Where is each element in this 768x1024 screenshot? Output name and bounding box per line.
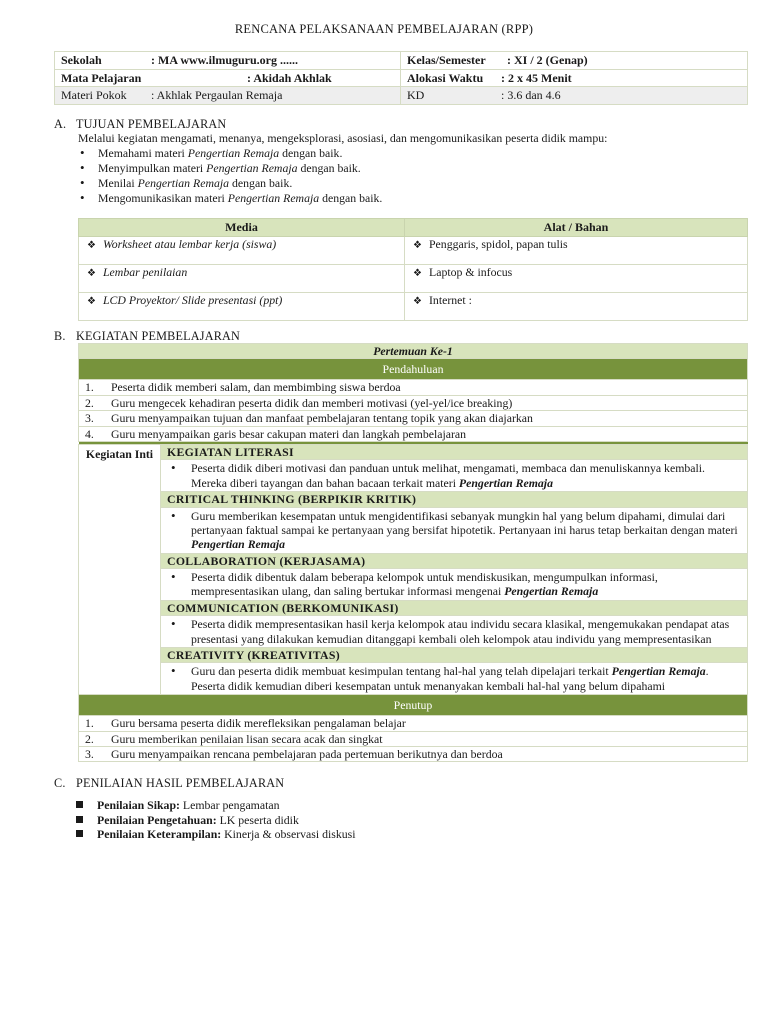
penilaian-list	[98, 798, 748, 842]
sekolah-value: : MA www.ilmuguru.org ......	[151, 53, 298, 67]
materi-value: : Akhlak Pergaulan Remaja	[151, 88, 283, 103]
literasi-text	[161, 460, 748, 492]
penilaian-value: Kinerja & observasi diskusi	[221, 827, 356, 841]
alokasi-value: : 2 x 45 Menit	[501, 70, 572, 85]
alokasi-label: Alokasi Waktu	[407, 70, 484, 85]
diamond-bullet-icon: ❖	[413, 295, 422, 307]
list-item	[78, 176, 748, 191]
collaboration-heading: COLLABORATION (KERJASAMA)	[161, 553, 748, 568]
bullet-text: Guru memberikan kesempatan untuk mengidentifikasi sebanyak mungkin hal yang belum dipahami, dimulai dari pertanyaan faktual sampai ke pertanyaan yang bersifat hipotetik. Pertanyaan ini harus tetap berkaitan dengan materi	[191, 508, 738, 537]
media-cell	[79, 264, 405, 292]
item-text: Menilai	[98, 176, 138, 190]
item-text: Menyimpulkan materi	[98, 161, 207, 175]
item-text: dengan baik.	[319, 191, 383, 205]
materi-label: Materi Pokok	[61, 88, 127, 103]
materi-cell	[55, 87, 401, 105]
list-item	[78, 161, 748, 176]
penilaian-value: Lembar pengamatan	[179, 798, 280, 812]
diamond-bullet-icon: ❖	[87, 295, 96, 307]
row-number: 3.	[85, 411, 94, 426]
literasi-heading: KEGIATAN LITERASI	[161, 444, 748, 459]
bullet-emphasis: Pengertian Remaja	[611, 664, 706, 679]
kegiatan-table	[78, 343, 748, 762]
alokasi-cell	[401, 69, 748, 87]
section-c-number: C.	[54, 776, 66, 790]
item-text: dengan baik.	[279, 146, 343, 160]
diamond-bullet-icon: ❖	[87, 267, 96, 279]
tujuan-intro: Melalui kegiatan mengamati, menanya, mengeksplorasi, asosiasi, dan mengomunikasikan peserta didik mampu:	[78, 131, 608, 145]
table-row	[79, 746, 748, 761]
bullet-text: . Peserta didik kemudian diberi kesempatan untuk menanyakan kembali hal-hal yang belum dipahami	[191, 664, 709, 693]
row-number: 4.	[85, 426, 94, 441]
alat-text: Penggaris, spidol, papan tulis	[429, 236, 568, 251]
critical-heading: CRITICAL THINKING (BERPIKIR KRITIK)	[161, 492, 748, 507]
diamond-bullet-icon: ❖	[413, 239, 422, 251]
bullet-emphasis: Pengertian Remaja	[458, 475, 553, 490]
communication-text: • Peserta didik mempresentasikan hasil kerja kelompok atau individu secara klasikal, mengemukakan pendapat atas presentasi yang dilakukan kemudian ditanggapi kembali oleh kelompok atau individu yang mempresentasikan	[161, 616, 748, 648]
kelas-label: Kelas/Semester	[407, 53, 486, 67]
media-cell	[79, 236, 405, 264]
table-row	[79, 731, 748, 746]
item-text: Mengomunikasikan materi	[98, 191, 228, 205]
alat-text: Laptop & infocus	[429, 264, 513, 279]
list-item	[98, 798, 748, 813]
row-number: 1.	[85, 716, 94, 731]
mapel-label: Mata Pelajaran	[61, 70, 142, 85]
kd-cell	[401, 87, 748, 105]
penilaian-label: Penilaian Sikap:	[97, 798, 180, 812]
item-emphasis: Pengertian Remaja	[227, 191, 320, 205]
penilaian-label: Penilaian Pengetahuan:	[97, 812, 217, 827]
list-item	[78, 191, 748, 206]
table-row	[79, 292, 748, 320]
bullet-emphasis: Pengertian Remaja	[191, 537, 286, 552]
square-bullet-icon	[76, 830, 83, 837]
media-header: Media	[79, 219, 405, 237]
list-item	[98, 813, 748, 828]
square-bullet-icon	[76, 816, 83, 823]
alat-cell	[405, 264, 748, 292]
alat-cell	[405, 236, 748, 264]
row-text: Guru menyampaikan rencana pembelajaran pada pertemuan berikutnya dan berdoa	[111, 746, 503, 761]
list-item	[98, 827, 748, 842]
alat-header: Alat / Bahan	[405, 219, 748, 237]
tujuan-list	[78, 146, 748, 206]
row-text: Guru menyampaikan tujuan dan manfaat pembelajaran tentang topik yang akan diajarkan	[111, 411, 533, 426]
section-b-title: KEGIATAN PEMBELAJARAN	[76, 329, 241, 343]
media-text: Lembar penilaian	[103, 264, 188, 279]
penutup-header: Penutup	[79, 695, 748, 716]
creativity-heading: CREATIVITY (KREATIVITAS)	[161, 648, 748, 663]
table-row	[79, 716, 748, 731]
row-number: 2.	[85, 395, 94, 410]
section-c-heading	[54, 776, 284, 791]
item-emphasis: Pengertian Remaja	[206, 161, 298, 175]
pertemuan-label: Pertemuan Ke-1	[79, 344, 748, 359]
kd-label: KD	[407, 88, 425, 103]
section-b-number: B.	[54, 329, 66, 343]
tujuan-block	[78, 131, 748, 206]
row-number: 3.	[85, 746, 94, 761]
row-text: Peserta didik memberi salam, dan membimbing siswa berdoa	[111, 380, 401, 395]
row-text: Guru mengecek kehadiran peserta didik dan memberi motivasi (yel-yel/ice breaking)	[111, 395, 513, 410]
section-c-title: PENILAIAN HASIL PEMBELAJARAN	[76, 776, 285, 790]
item-emphasis: Pengertian Remaja	[187, 146, 280, 160]
item-text: Memahami materi	[98, 146, 188, 160]
table-row	[79, 264, 748, 292]
item-emphasis: Pengertian Remaja	[137, 176, 230, 190]
kelas-value: : XI / 2 (Genap)	[507, 53, 588, 67]
item-text: dengan baik.	[229, 176, 293, 190]
row-number: 2.	[85, 731, 94, 746]
table-row	[79, 395, 748, 410]
penilaian-label: Penilaian Keterampilan:	[97, 827, 222, 841]
mapel-value: : Akidah Akhlak	[247, 70, 332, 85]
sekolah-cell	[55, 52, 401, 70]
media-cell	[79, 292, 405, 320]
item-text: dengan baik.	[297, 161, 361, 175]
section-a-heading	[54, 117, 226, 132]
creativity-text	[161, 663, 748, 695]
square-bullet-icon	[76, 801, 83, 808]
critical-text	[161, 507, 748, 553]
document-title: RENCANA PELAKSANAAN PEMBELAJARAN (RPP)	[234, 22, 534, 36]
alat-cell	[405, 292, 748, 320]
alat-text: Internet :	[429, 292, 472, 307]
diamond-bullet-icon: ❖	[87, 239, 96, 251]
section-b-heading	[54, 329, 240, 344]
table-row	[79, 411, 748, 426]
bullet-emphasis: Pengertian Remaja	[504, 584, 599, 599]
media-table	[78, 218, 748, 321]
diamond-bullet-icon: ❖	[413, 267, 422, 279]
section-a-number: A.	[54, 117, 67, 131]
list-item	[78, 146, 748, 161]
bullet-text: Peserta didik dibentuk dalam beberapa kelompok untuk mendiskusikan, mengumpulkan informasi, mempresentasikan ulang, dan saling bertukar informasi mengenai	[191, 570, 658, 599]
kelas-cell	[401, 52, 748, 70]
table-row	[79, 236, 748, 264]
bullet-text: Peserta didik diberi motivasi dan panduan untuk melihat, mengamati, membaca dan menuliskannya kembali. Mereka diberi tayangan dan bahan bacaan terkait materi	[191, 461, 706, 490]
media-text: LCD Proyektor/ Slide presentasi (ppt)	[103, 292, 283, 307]
penilaian-value: LK peserta didik	[216, 812, 299, 827]
section-a-title: TUJUAN PEMBELAJARAN	[76, 117, 227, 131]
kegiatan-inti-label: Kegiatan Inti	[79, 444, 161, 694]
bullet-text: Guru dan peserta didik membuat kesimpulan tentang hal-hal yang telah dipelajari terkait	[191, 664, 612, 679]
row-text: Guru menyampaikan garis besar cakupan materi dan langkah pembelajaran	[111, 426, 467, 441]
row-text: Guru bersama peserta didik merefleksikan pengalaman belajar	[111, 716, 406, 731]
table-row	[79, 426, 748, 441]
communication-heading: COMMUNICATION (BERKOMUNIKASI)	[161, 600, 748, 615]
pendahuluan-header: Pendahuluan	[79, 359, 748, 380]
sekolah-label: Sekolah	[61, 53, 102, 67]
table-row	[79, 380, 748, 395]
media-text: Worksheet atau lembar kerja (siswa)	[103, 236, 277, 251]
identity-table	[54, 51, 748, 105]
collaboration-text	[161, 569, 748, 601]
row-text: Guru memberikan penilaian lisan secara acak dan singkat	[111, 731, 383, 746]
mapel-cell	[55, 69, 401, 87]
row-number: 1.	[85, 380, 94, 395]
kd-value: : 3.6 dan 4.6	[501, 88, 561, 103]
